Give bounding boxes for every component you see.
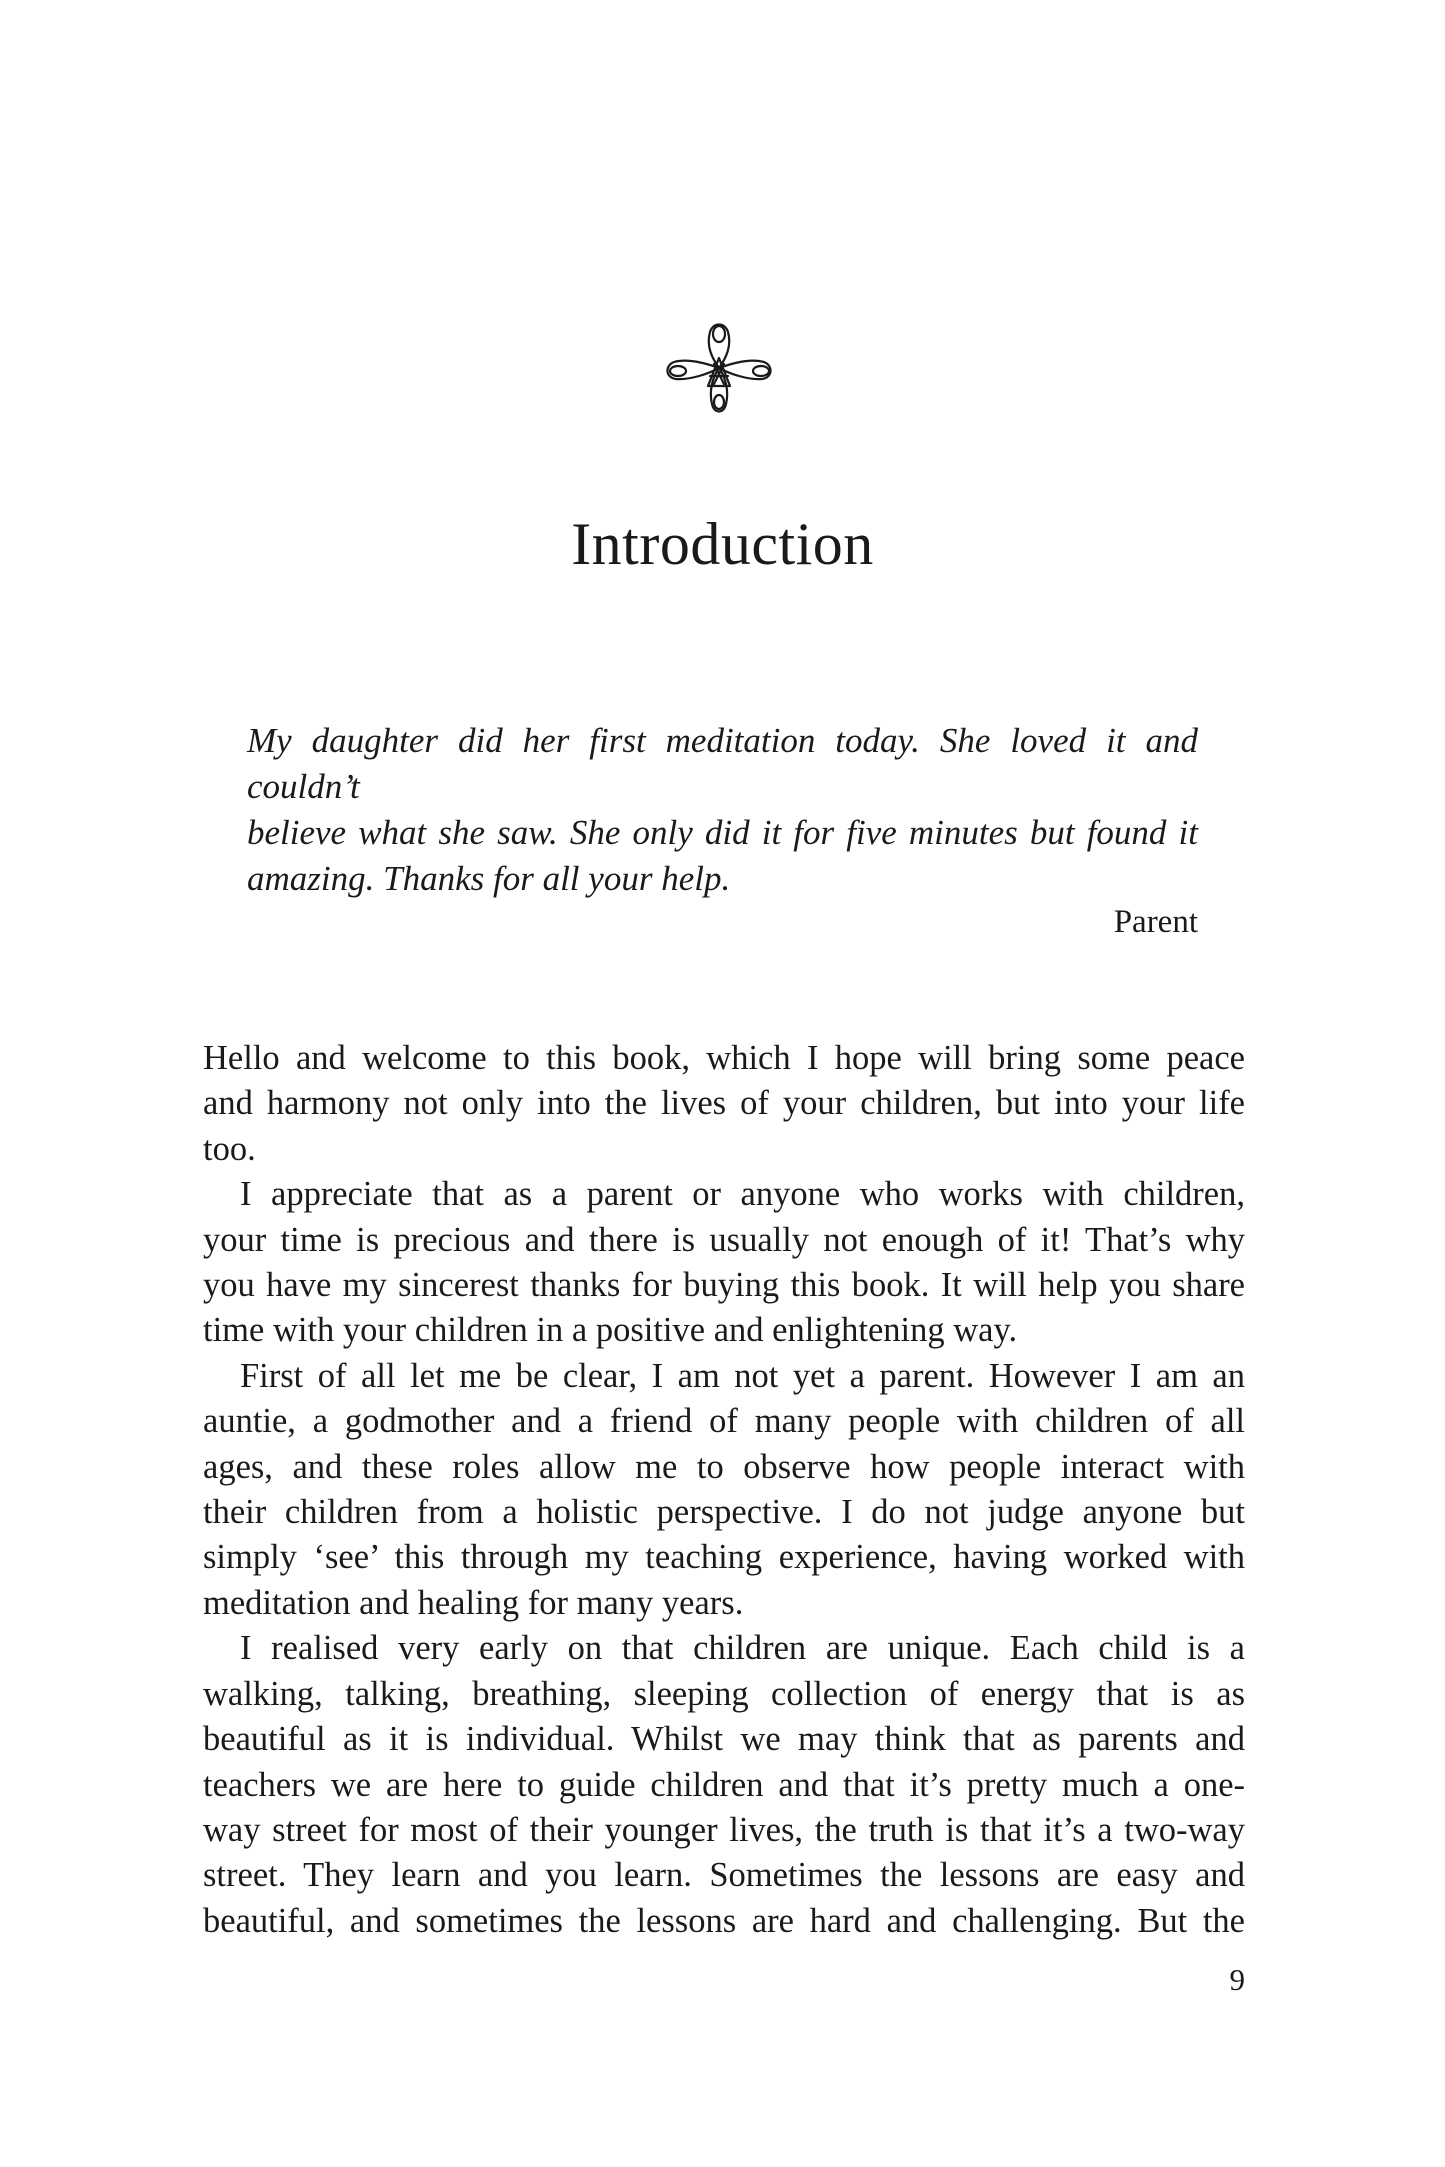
body-text	[203, 1036, 1245, 1944]
text-line: teachers we are here to guide children and that it’s pretty much a one-	[203, 1765, 1245, 1804]
text-line: walking, talking, breathing, sleeping collection of energy that is as	[203, 1674, 1245, 1713]
page-number: 9	[1229, 1962, 1245, 1997]
text-line: too.	[203, 1129, 256, 1168]
text-line: beautiful as it is individual. Whilst we may think that as parents and	[203, 1720, 1245, 1759]
text-line: First of all let me be clear, I am not yet a parent. However I am an	[240, 1356, 1245, 1395]
paragraph	[203, 1036, 1245, 1172]
text-line: Hello and welcome to this book, which I hope will bring some peace	[203, 1039, 1245, 1077]
paragraph	[203, 1172, 1245, 1354]
text-line: simply ‘see’ this through my teaching experience, having worked with	[203, 1538, 1245, 1577]
text-line: way street for most of their younger lives, the truth is that it’s a two-way	[203, 1810, 1245, 1849]
text-line: their children from a holistic perspective. I do not judge anyone but	[203, 1493, 1245, 1532]
epigraph-line: believe what she saw. She only did it for five minutes but found it	[247, 813, 1198, 852]
text-line: and harmony not only into the lives of your children, but into your life	[203, 1084, 1245, 1123]
epigraph-line: My daughter did her first meditation today. She loved it and couldn’t	[247, 721, 1198, 806]
text-line: I realised very early on that children are unique. Each child is a	[240, 1629, 1245, 1668]
epigraph-line: amazing. Thanks for all your help.	[247, 859, 731, 898]
text-line: your time is precious and there is usually not enough of it! That’s why	[203, 1220, 1245, 1259]
text-line: time with your children in a positive and enlightening way.	[203, 1311, 1018, 1350]
page-title: Introduction	[571, 511, 874, 577]
text-line: street. They learn and you learn. Sometimes the lessons are easy and	[203, 1856, 1245, 1895]
epigraph	[247, 718, 1198, 902]
text-line: ages, and these roles allow me to observe how people interact with	[203, 1447, 1245, 1486]
flower-ornament-icon	[662, 318, 777, 418]
text-line: auntie, a godmother and a friend of many people with children of all	[203, 1402, 1245, 1441]
text-line: I appreciate that as a parent or anyone who works with children,	[240, 1175, 1245, 1214]
text-line: you have my sincerest thanks for buying this book. It will help you share	[203, 1266, 1245, 1305]
text-line: meditation and healing for many years.	[203, 1583, 744, 1622]
text-line: beautiful, and sometimes the lessons are hard and challenging. But the	[203, 1901, 1245, 1940]
paragraph	[203, 1354, 1245, 1626]
paragraph	[203, 1626, 1245, 1944]
epigraph-attribution: Parent	[1113, 904, 1198, 940]
